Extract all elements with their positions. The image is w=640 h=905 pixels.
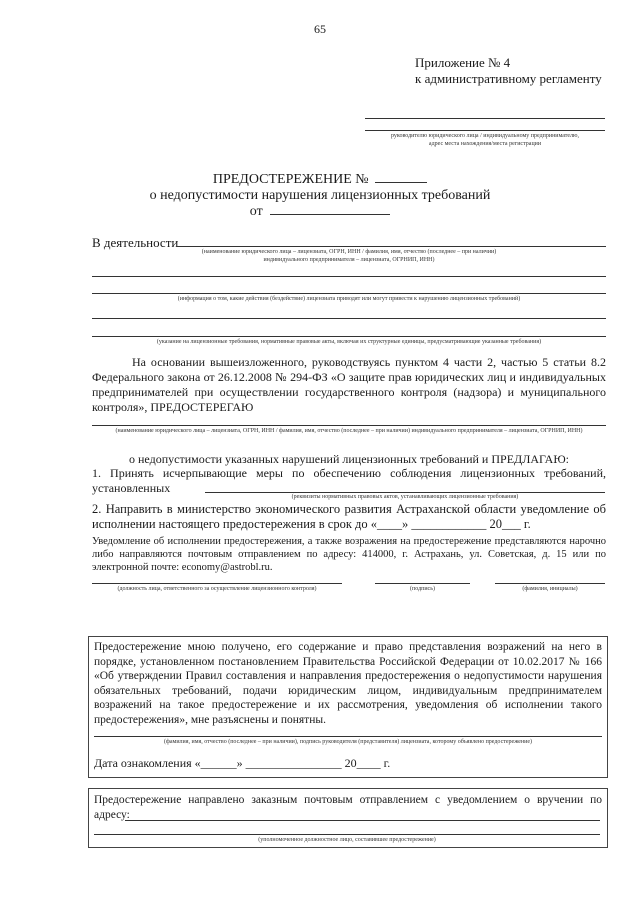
activity-caption-3: (информация о том, какие действия (бездействие) лицензиата приводят или могут привести к нарушению лицензионных требований)	[177, 296, 521, 302]
addressee-line-2	[365, 130, 605, 131]
signature-line	[375, 583, 470, 584]
activity-caption-2: индивидуального предпринимателя – лицензиата, ОГРНИП, ИНН)	[263, 257, 435, 263]
page-number: 65	[314, 22, 326, 36]
activity-line-3	[92, 293, 606, 294]
activity-line-2	[92, 276, 606, 277]
proposal-intro: о недопустимости указанных нарушений лицензионных требований и ПРЕДЛАГАЮ:	[129, 452, 569, 466]
date-line	[0, 204, 640, 220]
activity-label: В деятельности	[92, 235, 179, 250]
proposal-item-2: 2. Направить в министерство экономического развития Астраханской области уведомление об исполнении настоящего предостережения в срок до «____» ____________ 20___ г.	[92, 502, 606, 531]
appendix-line-1: Приложение № 4	[415, 55, 511, 70]
receipt-date-line: Дата ознакомления «______» ________________ 20____ г.	[94, 756, 391, 770]
basis-line	[92, 425, 606, 426]
receipt-caption: (фамилия, имя, отчество (последнее – при наличии), подпись руководителя (представителя) лицензиата, которому объявлено предостережение)	[163, 739, 533, 745]
date-prefix: от	[249, 204, 263, 219]
basis-caption: (наименование юридического лица – лицензиата, ОГРН, ИНН / фамилия, имя, отчество (последнее – при наличии) индивидуального предпринимателя – лицензиата, ОГРНИП, ИНН)	[115, 428, 583, 434]
addressee-caption-1: руководителю юридического лица / индивидуальному предпринимателю,	[390, 133, 580, 139]
document-title	[0, 172, 640, 188]
receipt-signature-line	[94, 736, 602, 737]
title-number-field	[375, 182, 427, 183]
name-line	[495, 583, 605, 584]
mail-caption: (уполномоченное должностное лицо, составившее предостережение)	[258, 837, 436, 843]
activity-line-5	[92, 336, 606, 337]
signature-caption: (подпись)	[410, 586, 435, 592]
mail-text: Предостережение направлено заказным почтовым отправлением с уведомлением о вручении по адресу:	[94, 794, 602, 821]
activity-caption-1: (наименование юридического лица – лицензиата, ОГРН, ИНН / фамилия, имя, отчество (последнее – при наличии)	[201, 249, 497, 255]
document-subtitle: о недопустимости нарушения лицензионных требований	[149, 188, 491, 203]
basis-paragraph: На основании вышеизложенного, руководствуясь пунктом 4 части 2, частью 5 статьи 8.2 Федерального закона от 26.12.2008 № 294-ФЗ «О защите прав юридических лиц и индивидуальных предпринимателей при осуществлении государственного контроля (надзора) и муниципального контроля», ПРЕДОСТЕРЕГАЮ	[92, 355, 606, 414]
mail-address-line	[125, 820, 600, 821]
item1-field	[205, 492, 605, 493]
position-caption: (должность лица, ответственного за осуществление лицензионного контроля)	[117, 586, 317, 592]
mail-line-2	[94, 834, 600, 835]
name-caption: (фамилия, инициалы)	[522, 586, 578, 592]
addressee-caption-2: адрес места нахождения/места регистрации	[428, 141, 542, 147]
addressee-line	[365, 118, 605, 119]
activity-line-1	[176, 246, 606, 247]
appendix-header	[415, 55, 602, 87]
date-field	[270, 214, 390, 215]
position-line	[92, 583, 342, 584]
receipt-text: Предостережение мною получено, его содержание и право представления возражений на него в порядке, установленном постановлением Правительства Российской Федерации от 10.02.2017 № 166 «Об утверждении Правил составления и направления предостережения о недопустимости нарушения обязательных требований, подачи юридическим лицом, индивидуальным предпринимателем возражений на такое предостережение и их рассмотрения, уведомления об исполнении такого предостережения», мне разъяснены и понятны.	[94, 641, 602, 726]
activity-line-4	[92, 318, 606, 319]
appendix-line-2: к административному регламенту	[415, 71, 602, 86]
proposal-item-1: 1. Принять исчерпывающие меры по обеспечению соблюдения лицензионных требований, установленных	[92, 466, 606, 495]
activity-caption-4: (указание на лицензионные требования, нормативные правовые акты, включая их структурные единицы, предусматривающие указанные требования)	[156, 339, 542, 345]
item1-caption: (реквизиты нормативных правовых актов, устанавливающих лицензионные требования)	[291, 494, 519, 500]
notice-paragraph: Уведомление об исполнении предостережения, а также возражения на предостережение представляются нарочно либо направляются почтовым отправлением по адресу: 414000, г. Астрахань, ул. Советская, д. 15 или по электронной почте: economy@astrobl.ru.	[92, 536, 606, 573]
title-text: ПРЕДОСТЕРЕЖЕНИЕ №	[212, 172, 369, 187]
